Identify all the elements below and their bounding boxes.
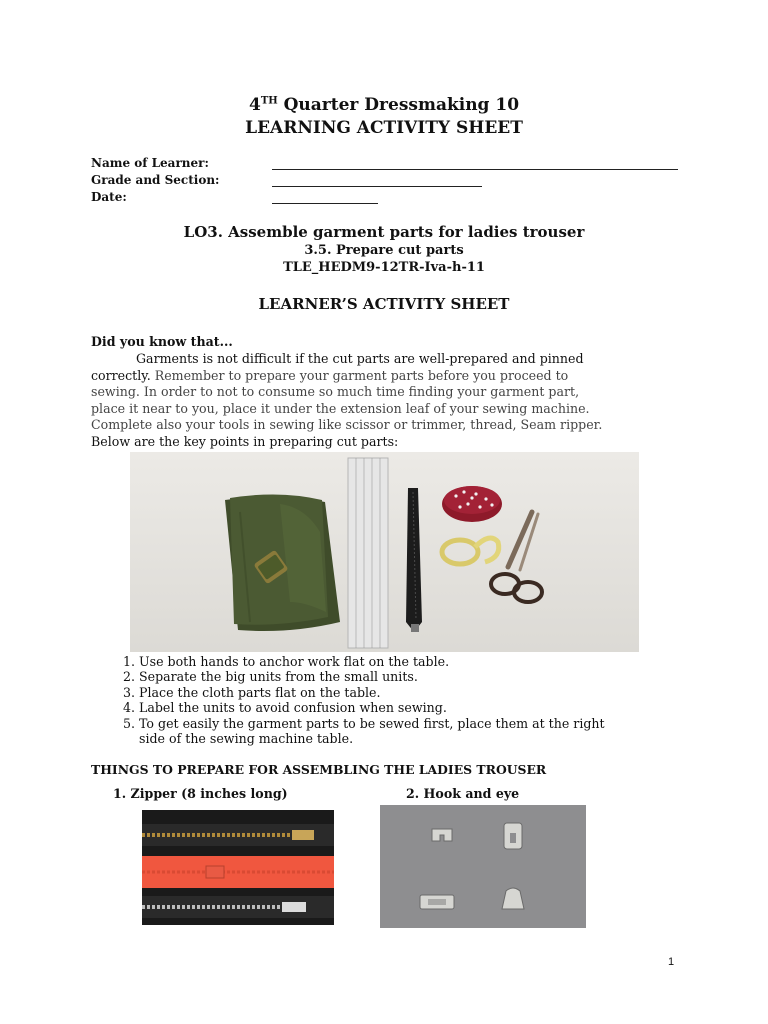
date-line[interactable]: [272, 203, 378, 204]
document-subtitle: LEARNING ACTIVITY SHEET: [245, 118, 523, 138]
page-number: 1: [668, 956, 675, 968]
intro-line-4: place it near to you, place it under the extension leaf of your sewing machine.: [91, 400, 590, 416]
ruler: [348, 458, 388, 648]
pincushion: [442, 486, 502, 522]
intro-line-2: correctly. Remember to prepare your garment parts before you proceed to: [91, 367, 569, 383]
intro-heading: Did you know that...: [91, 334, 233, 349]
sewing-tools-photo: [130, 452, 639, 652]
zippers-photo: [142, 810, 334, 925]
intro-line-3: sewing. In order to not to consume so much time finding your garment part,: [91, 384, 580, 400]
steps-list: [113, 654, 673, 746]
list-item: 5. To get easily the garment parts to be sewed first, place them at the right side of the sewing machine table.: [122, 715, 605, 746]
things-heading: THINGS TO PREPARE FOR ASSEMBLING THE LADIES TROUSER: [91, 762, 547, 777]
grade-section-label: Grade and Section:: [91, 173, 220, 187]
date-label: Date:: [91, 190, 127, 204]
lo-subtitle: 3.5. Prepare cut parts: [304, 243, 464, 258]
competency-code: TLE_HEDM9-12TR-Iva-h-11: [283, 260, 485, 275]
name-line[interactable]: [272, 169, 678, 170]
zipper-slider-3: [282, 902, 306, 912]
section-title: LEARNER’S ACTIVITY SHEET: [258, 295, 510, 313]
document-title: 4TH Quarter Dressmaking 10: [248, 95, 520, 115]
grade-section-line[interactable]: [272, 186, 482, 187]
list-item: 3. Place the cloth parts flat on the table.: [122, 684, 381, 700]
hook-eye-item-label: 2. Hook and eye: [406, 786, 520, 801]
name-label: Name of Learner:: [91, 156, 209, 170]
lo-title: LO3. Assemble garment parts for ladies trouser: [183, 223, 585, 241]
list-item: 1. Use both hands to anchor work flat on the table.: [122, 654, 450, 669]
zipper-slider-1: [292, 830, 314, 840]
zippers-illustration: [142, 810, 334, 925]
intro-paragraph: [91, 351, 677, 451]
list-item: 4. Label the units to avoid confusion when sewing.: [122, 700, 447, 716]
sewing-tools-illustration: [130, 452, 639, 652]
hook-and-eye-photo: [380, 805, 586, 928]
zipper-item-label: 1. Zipper (8 inches long): [113, 786, 288, 801]
list-item: 2. Separate the big units from the small units.: [122, 669, 418, 685]
intro-line-1: Garments is not difficult if the cut parts are well-prepared and pinned: [136, 351, 584, 366]
intro-line-5: Complete also your tools in sewing like scissor or trimmer, thread, Seam ripper.: [91, 417, 603, 433]
hook-and-eye-illustration: [380, 805, 586, 928]
intro-line-6: Below are the key points in preparing cut parts:: [91, 433, 399, 449]
